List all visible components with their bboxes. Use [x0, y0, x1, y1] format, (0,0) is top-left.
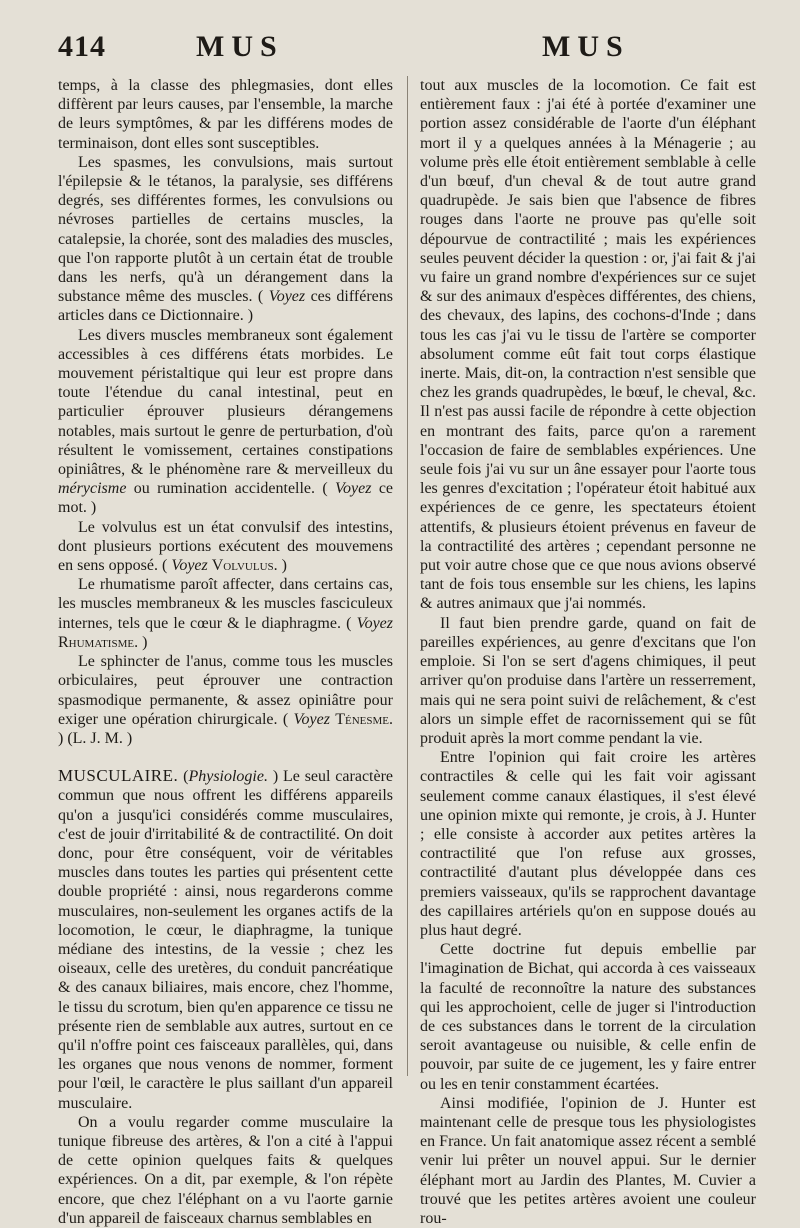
- paragraph: [58, 575, 393, 652]
- paragraph: Il faut bien prendre garde, quand on fait de pareilles expériences, au genre d'excitans que l'on emploie. Si l'on se sert d'agens chimiques, il peut arriver qu'on produise dans l'artère un resserrement, mais qui ne sera point suivi de relâchement, & c'est alors un simple effet de racornissement qui se fût produit après la mort comme pendant la vie.: [420, 614, 756, 747]
- paragraph: [58, 518, 393, 576]
- cross-reference-voyez: Voyez: [335, 480, 372, 498]
- text-run: ou rumination accidentelle. (: [133, 480, 328, 498]
- paragraph: [58, 652, 393, 748]
- text-run: ce mot. ): [58, 480, 394, 517]
- paragraph: tout aux muscles de la locomotion. Ce fait est entièrement faux : j'ai été à portée d'examiner une portion assez considérable de l'aorte d'un éléphant mort il y a quelques années à la Ménagerie ; au volume près elle étoit entièrement semblable à celle d'un bœuf, d'un cheval & de tout autre grand quadrupède. Je sais bien que l'absence de fibres rouges dans l'aorte ne prouve pas qu'elle soit dépourvue de contractilité ; mais les expériences seules peuvent décider la question : or, j'ai fait & j'ai vu faire un grand nombre d'expériences sur ce sujet & sur des animaux d'espèces différentes, des chiens, des chevaux, des lapins, des cochons-d'Inde ; dans tous les cas j'ai vu le tissu de l'artère se comporter absolument comme eût fait tout corps élastique inerte. Mais, dit-on, la contraction n'est sensible que chez les grands quadrupèdes, le bœuf, le cheval, &c. Il n'est pas aussi facile de répondre à cette objection en montrant des faits, parce qu'on a rarement l'occasion de faire de semblables expériences. Une seule fois j'ai vu sur un âne essayer pour l'aorte tous les genres d'excitation ; l'opérateur étoit habitué aux expériences de ce genre, les spectateurs étoient attentifs, & plusieurs étoient prévenus en faveur de la contractilité des artères ; cependant personne ne put voir autre chose que ce que nous avions observé tant de fois tous ensemble sur les chiens, les lapins & autres animaux que j'ai nommés.: [420, 77, 756, 613]
- text-run: Les spasmes, les convulsions, mais surtout l'épilepsie & le tétanos, la paralysie, ses différens degrés, ses différentes formes, les convulsions ou névroses partielles de certains muscles, la catalepsie, la chorée, sont des maladies des muscles, que l'on rapporte plutôt à un certain état de trouble dans les nerfs, qu'à un dérangement dans la substance même des muscles. (: [58, 153, 393, 306]
- paragraph: On a voulu regarder comme musculaire la tunique fibreuse des artères, & l'on a cité à l'appui de cette opinion quelques faits & quelques expériences. On a dit, par exemple, & l'on répète encore, que chez l'éléphant on a vu l'aorte garnie d'un appareil de faisceaux charnus semblables en: [58, 1113, 393, 1227]
- entry-headword: MUSCULAIRE.: [58, 766, 179, 786]
- column-divider: [407, 76, 408, 1076]
- right-column: [420, 76, 756, 1227]
- text-run: ) Le seul caractère commun que nous offrent les différens appareils qu'on a jusqu'ici considérés comme musculaires, c'est de jouir d'irritabilité & de contractilité. On doit donc, pour être conséquent, voir de véritables muscles dans toutes les parties qui présentent cette double propriété : ainsi, nous regarderons comme musculaires, non-seulement les organes actifs de la locomotion, le cœur, le diaphragme, la tunique médiane des intestins, de la vessie ; chez les oiseaux, celle des uretères, du conduit pancréatique & des canaux biliaires, mais encore, chez l'homme, le tissu du scrotum, bien qu'en apparence ce tissu ne présente rien de semblable aux autres, surtout en ce qu'il n'offre point ces faisceaux parallèles, qui, dans les organes que nous venons de nommer, forment pour l'œil, le caractère le plus saillant d'un appareil musculaire.: [58, 768, 394, 1112]
- text-run: ces différens articles dans ce Dictionnaire. ): [58, 288, 393, 325]
- text-run: . ): [273, 557, 287, 575]
- paragraph: [58, 326, 393, 518]
- cross-reference-target: Volvulus: [211, 557, 274, 575]
- left-column: [58, 76, 394, 1227]
- running-head-right: MUS: [542, 30, 630, 63]
- running-head-left: MUS: [196, 30, 284, 63]
- text-run: . ): [134, 633, 148, 651]
- text-run: Les divers muscles membraneux sont également accessibles à ces différens états morbides. Le mouvement péristaltique qui leur est propre dans toute l'étendue du canal intestinal, peut en particulier éprouver plusieurs dérangemens notables, mais surtout le genre de perturbation, d'où résultent le vomissement, certaines constipations opiniâtres, & le phénomène rare & merveilleux du: [58, 326, 393, 479]
- entry-field: Physiologie.: [188, 768, 268, 786]
- cross-reference-target: Ténesme: [335, 710, 390, 728]
- cross-reference-voyez: Voyez: [356, 614, 394, 632]
- text-run: Le sphincter de l'anus, comme tous les muscles orbiculaires, peut éprouver une contraction spasmodique permanente, & assez opiniâtre pour exiger une opération chirurgicale. (: [58, 653, 393, 728]
- text-run: Le volvulus est un état convulsif des intestins, dont plusieurs portions exécutent des mouvemens en sens opposé. (: [58, 518, 393, 575]
- text-run: . ) (L. J. M. ): [58, 710, 394, 747]
- cross-reference-voyez: Voyez: [293, 710, 330, 728]
- paragraph: Cette doctrine fut depuis embellie par l'imagination de Bichat, qui accorda à ces vaisseaux la faculté de reconnoître la nature des substances qui les approchoient, celle de juger si l'introduction de ces substances dans le torrent de la circulation seroit avantageuse ou nuisible, & celle enfin de pouvoir, par suite de ce jugement, les y faire entrer ou les en tenir constamment écartées.: [420, 941, 756, 1093]
- text-run: Le rhumatisme paroît affecter, dans certains cas, les muscles membraneux & les muscles fasciculeux internes, tels que le cœur & le diaphragme. (: [58, 576, 393, 632]
- paragraph: temps, à la classe des phlegmasies, dont elles diffèrent par leurs causes, par l'ensemble, la marche de leurs symptômes, & par les différens modes de terminaison, dont elles sont susceptibles.: [58, 77, 393, 152]
- paragraph: Ainsi modifiée, l'opinion de J. Hunter est maintenant celle de presque tous les physiologistes en France. Un fait anatomique assez récent a semblé venir lui prêter un nouvel appui. Sur le dernier éléphant mort au Jardin des Plantes, M. Cuvier a trouvé que les petites artères avoient une couleur rou-: [420, 1094, 756, 1227]
- paragraph: Entre l'opinion qui fait croire les artères contractiles & celle qui les fait voir agissant seulement comme canaux élastiques, il s'est élevé une opinion mixte qui remonte, je crois, à J. Hunter ; elle consiste à accorder aux petites artères la contractilité que l'on refuse aux grosses, contractilité d'autant plus développée dans ces premiers vaisseaux, qu'ils se rapprochent davantage des capillaires artériels qu'on en suppose doués au plus haut degré.: [420, 749, 756, 939]
- term-mericysme: mérycisme: [58, 480, 127, 498]
- cross-reference-voyez: Voyez: [171, 557, 208, 575]
- article-musculaire: [58, 766, 393, 1113]
- page-number: 414: [58, 30, 106, 63]
- paragraph: [58, 153, 393, 326]
- cross-reference-target: Rhumatisme: [58, 633, 135, 651]
- text-run: (: [183, 768, 189, 786]
- cross-reference-voyez: Voyez: [268, 288, 306, 306]
